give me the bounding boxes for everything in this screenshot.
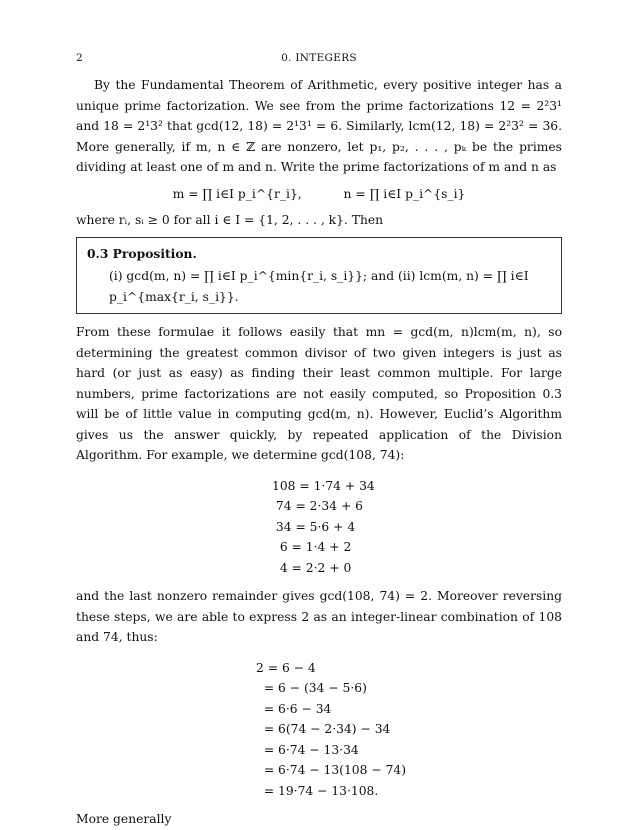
lincomb-step: = 6·74 − 13(108 − 74) [256,763,407,777]
euclid-step: 6 = 1·4 + 2 [272,540,352,554]
paragraph-where: where rᵢ, sᵢ ≥ 0 for all i ∈ I = {1, 2, . . . , k}. Then [76,213,384,227]
display-factorizations [76,184,562,205]
euclid-step: 74 = 2·34 + 6 [272,499,364,513]
running-title: 0. INTEGERS [281,52,357,64]
euclid-step: 108 = 1·74 + 34 [272,478,375,493]
paragraph-fundamental-theorem: By the Fundamental Theorem of Arithmetic, every positive integer has a unique prime factorization. We see from the prime factorizations 12 = 2²3¹ and 18 = 2¹3² that gcd(12, 18) = 2¹3¹ = 6. Similarly, lcm(12, 18) = 2²3² = 36. More generally, if m, n ∈ ℤ are nonzero, let p₁, p₂, . . . , pₖ be the primes dividing at least one of m and n. Write the prime factorizations of m and n as [76,78,562,174]
lincomb-step: = 6·74 − 13·34 [256,742,359,757]
proposition-title: 0.3 Proposition. [87,245,197,261]
linear-combination-steps [76,658,562,802]
lincomb-step: = 6 − (34 − 5·6) [256,681,367,695]
formula-n: n = ∏ i∈I p_i^{s_i} [343,186,466,201]
proposition-statement: (i) gcd(m, n) = ∏ i∈I p_i^{min{r_i, s_i}}; and (ii) lcm(m, n) = ∏ i∈I p_i^{max{r_i, s_i}}. [109,269,529,304]
lincomb-step: 2 = 6 − 4 [256,660,316,675]
euclid-algorithm-steps [76,476,562,579]
paragraph-more-generally: More generally [76,812,172,826]
euclid-step: 4 = 2·2 + 0 [272,560,352,575]
lincomb-step: = 19·74 − 13·108. [256,783,379,798]
lincomb-step: = 6·6 − 34 [256,701,332,716]
paragraph-formulae: From these formulae it follows easily that mn = gcd(m, n)lcm(m, n), so determining the greatest common divisor of two given integers is just as hard (or just as easy) as finding their least common multiple. For large numbers, prime factorizations are not easily computed, so Proposition 0.3 will be of little value in computing gcd(m, n). However, Euclid’s Algorithm gives us the answer quickly, by repeated application of the Division Algorithm. For example, we determine gcd(108, 74): [76,325,562,462]
page-number: 2 [76,52,83,64]
paragraph-last-remainder: and the last nonzero remainder gives gcd(108, 74) = 2. Moreover reversing these steps, we are able to express 2 as an integer-linear combination of 108 and 74, thus: [76,589,562,644]
formula-m: m = ∏ i∈I p_i^{r_i}, [172,186,302,201]
page-body [76,75,562,830]
proposition-box [76,237,562,315]
euclid-step: 34 = 5·6 + 4 [272,519,356,534]
lincomb-step: = 6(74 − 2·34) − 34 [256,722,391,736]
